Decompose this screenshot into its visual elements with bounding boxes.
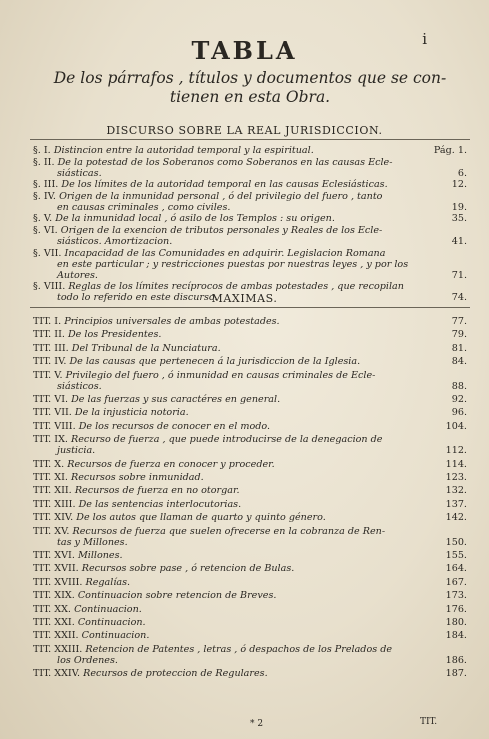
toc-entry-label: §. I. [33, 145, 51, 156]
toc-entry [33, 316, 473, 327]
toc-entry-line [33, 236, 473, 247]
toc-entry [33, 485, 473, 496]
toc-entry [33, 577, 473, 588]
toc-entry [33, 225, 473, 247]
toc-page-number: 186. [445, 654, 467, 666]
toc-page-number: 6. [457, 167, 467, 179]
toc-entry-text: Millones. [77, 550, 123, 561]
toc-entry-line [33, 225, 473, 236]
toc-page-number: 155. [445, 550, 467, 561]
toc-entry-label: TIT. IX. [33, 434, 68, 446]
toc-entry-text: Recursos sobre pase , ó retencion de Bulas. [81, 563, 295, 575]
toc-entry-line [33, 381, 473, 392]
toc-entry-text: todo lo referido en este discurso. [57, 292, 218, 304]
subtitle-line: De los párrafos , títulos y documentos que se con- [53, 69, 447, 87]
toc-page-number: 92. [451, 394, 467, 405]
maximas-heading: MAXIMAS. [211, 292, 278, 305]
toc-entry [33, 191, 473, 213]
toc-entry-label: TIT. XX. [33, 603, 71, 615]
toc-entry-line [33, 537, 473, 548]
toc-page-number: 132. [445, 485, 467, 497]
toc-entry [33, 630, 473, 641]
toc-entry-line [33, 512, 473, 523]
toc-entry-line [33, 563, 473, 574]
toc-entry-line [33, 459, 473, 470]
toc-entry-text: De la inmunidad local , ó asilo de los Templos : su origen. [55, 213, 335, 225]
toc-page-number: 35. [451, 213, 467, 225]
toc-entry-label: TIT. X. [33, 458, 65, 470]
toc-entry [33, 550, 473, 561]
toc-entry-text: en causas criminales , como civiles. [57, 201, 231, 213]
toc-entry-label: §. II. [33, 156, 55, 168]
toc-entry-label: §. V. [33, 213, 53, 225]
discurso-heading: DISCURSO SOBRE LA REAL JURISDICCION. [106, 124, 383, 137]
toc-entry-label: TIT. II. [33, 329, 65, 341]
toc-entry [33, 604, 473, 615]
signature-mark: * 2 [250, 719, 264, 729]
toc-page-number: 137. [445, 498, 467, 510]
toc-entry-label: §. IV. [33, 190, 56, 202]
toc-entry-text: Continuacion. [81, 630, 150, 642]
toc-entry-text: tas y Millones. [57, 536, 128, 548]
toc-entry-text: Recursos de fuerza en conocer y proceder. [67, 458, 275, 470]
toc-entry-text: Retencion de Patentes , letras , ó despachos de los Prelados de [85, 643, 393, 655]
toc-entry-line [33, 394, 473, 405]
toc-entry-line [33, 668, 473, 679]
toc-entry-line [33, 617, 473, 628]
toc-entry-text: De la potestad de los Soberanos como Soberanos en las causas Ecle- [57, 156, 393, 168]
toc-entry-line [33, 191, 473, 202]
toc-entry-line [33, 434, 473, 445]
toc-entry-text: en este particular ; y restricciones puestas por nuestras leyes , y por los [57, 258, 409, 270]
toc-page-number: 173. [445, 590, 467, 602]
toc-entry-text: Recursos de fuerza que suelen ofrecerse en la cobranza de Ren- [72, 525, 386, 537]
toc-entry-line [33, 145, 473, 156]
toc-entry-line [33, 248, 473, 259]
toc-entry-line [33, 259, 473, 270]
toc-entry-line [33, 485, 473, 496]
toc-page-number: 142. [445, 512, 467, 524]
toc-page-number: 180. [445, 617, 467, 628]
toc-entry-line [33, 577, 473, 588]
toc-entry [33, 563, 473, 574]
toc-entry-text: Reglas de los límites recíprocos de ambas potestades , que recopilan [68, 281, 404, 293]
toc-page-number: 81. [451, 342, 467, 354]
toc-entry-label: TIT. XV. [33, 525, 70, 537]
toc-entry-text: justicia. [57, 445, 96, 457]
toc-entry [33, 356, 473, 367]
catchword: TIT. [420, 717, 438, 727]
toc-entry [33, 526, 473, 548]
toc-entry-label: TIT. XI. [33, 472, 68, 483]
toc-entry-text: Origen de la inmunidad personal , ó del privilegio del fuero , tanto [59, 190, 383, 202]
toc-page-number: 84. [451, 356, 467, 368]
page-number: i [422, 30, 427, 48]
toc-page-number: 187. [445, 668, 467, 680]
toc-entry-label: TIT. III. [33, 342, 69, 354]
toc-entry-text: Recursos de proteccion de Regulares. [83, 668, 268, 680]
subtitle-line: tienen en esta Obra. [169, 88, 331, 106]
toc-entry-label: TIT. XXII. [33, 630, 79, 642]
toc-entry-text: siásticos. Amortizacion. [57, 236, 173, 247]
toc-entry [33, 459, 473, 470]
toc-entry-label: TIT. XIII. [33, 498, 76, 510]
toc-page-number: Pág. 1. [433, 145, 467, 156]
toc-entry-text: Recursos sobre inmunidad. [71, 472, 204, 483]
toc-entry-text: Del Tribunal de la Nunciatura. [71, 342, 221, 354]
toc-entry [33, 421, 473, 432]
toc-entry-label: TIT. XIV. [33, 512, 74, 524]
toc-entry [33, 394, 473, 405]
toc-entry-line [33, 644, 473, 655]
toc-entry-label: TIT. VI. [33, 394, 69, 405]
toc-entry-text: De las causas que pertenecen á la jurisdiccion de la Iglesia. [69, 356, 361, 368]
toc-entry-line [33, 157, 473, 168]
toc-entry-line [33, 270, 473, 281]
toc-entry-line [33, 179, 473, 190]
page-title: TABLA [191, 36, 298, 65]
toc-page-number: 71. [451, 269, 467, 281]
toc-entry-label: §. VII. [33, 247, 62, 259]
toc-entry-text: Autores. [57, 269, 98, 281]
toc-entry-label: TIT. XXIII. [33, 643, 83, 655]
toc-page-number: 96. [451, 407, 467, 419]
toc-entry-text: De la injusticia notoria. [74, 407, 189, 419]
toc-entry-line [33, 407, 473, 418]
toc-page-number: 41. [451, 236, 467, 247]
toc-entry [33, 499, 473, 510]
toc-entry [33, 145, 473, 156]
toc-entry-line [33, 472, 473, 483]
toc-entry-text: los Ordenes. [57, 654, 118, 666]
toc-entry-text: De los límites de la autoridad temporal en las causas Eclesiásticas. [61, 179, 388, 191]
toc-entry-label: §. III. [33, 179, 59, 191]
toc-entry [33, 434, 473, 456]
toc-entry-text: Recurso de fuerza , que puede introducirse de la denegacion de [71, 434, 383, 446]
toc-entry [33, 248, 473, 281]
toc-page-number: 77. [451, 316, 467, 327]
toc-page-number: 74. [451, 292, 467, 304]
toc-entry-line [33, 630, 473, 641]
toc-entry-line [33, 343, 473, 354]
toc-entry-label: TIT. XXIV. [33, 668, 81, 680]
toc-entry-text: Distincion entre la autoridad temporal y la espiritual. [53, 145, 314, 156]
toc-page-number: 123. [445, 472, 467, 483]
toc-entry-line [33, 213, 473, 224]
toc-entry [33, 512, 473, 523]
toc-entry-line [33, 329, 473, 340]
toc-entry-text: Origen de la exencion de tributos personales y Reales de los Ecle- [60, 225, 383, 236]
toc-page-number: 164. [445, 563, 467, 575]
toc-entry-line [33, 526, 473, 537]
toc-entry [33, 644, 473, 666]
toc-entry-label: §. VIII. [33, 281, 66, 293]
toc-entry-line [33, 168, 473, 179]
heading-rule [30, 307, 470, 308]
toc-entry-text: Privilegio del fuero , ó inmunidad en causas criminales de Ecle- [65, 369, 376, 381]
toc-entry-line [33, 550, 473, 561]
toc-entry [33, 343, 473, 354]
toc-entry-line [33, 604, 473, 615]
toc-entry [33, 213, 473, 224]
toc-entry-text: Continuacion sobre retencion de Breves. [77, 590, 277, 602]
toc-entry [33, 590, 473, 601]
toc-entry-line [33, 421, 473, 432]
toc-page-number: 12. [451, 179, 467, 191]
toc-page-number: 88. [451, 380, 467, 392]
toc-entry-text: Principios universales de ambas potestades. [64, 316, 280, 327]
toc-entry-line [33, 202, 473, 213]
toc-entry-line [33, 356, 473, 367]
toc-entry-line [33, 281, 473, 292]
toc-entry [33, 370, 473, 392]
toc-entry-label: TIT. VII. [33, 407, 72, 419]
toc-entry-text: De las sentencias interlocutorias. [78, 498, 242, 510]
toc-entry-label: TIT. V. [33, 369, 63, 381]
toc-page-number: 176. [445, 603, 467, 615]
toc-entry-text: siásticas. [57, 167, 102, 179]
toc-entry-text: De los recursos de conocer en el modo. [78, 420, 271, 432]
toc-entry [33, 179, 473, 190]
toc-entry-label: TIT. IV. [33, 356, 67, 368]
toc-page-number: 19. [451, 201, 467, 213]
toc-entry-text: Continuacion. [74, 603, 142, 615]
toc-entry-line [33, 655, 473, 666]
toc-entry-label: §. VI. [33, 225, 58, 236]
toc-page-number: 184. [445, 630, 467, 642]
toc-page-number: 79. [451, 329, 467, 341]
toc-entry-line [33, 316, 473, 327]
toc-entry-label: TIT. XVII. [33, 563, 79, 575]
toc-entry-label: TIT. XVIII. [33, 576, 83, 588]
toc-entry-label: TIT. I. [33, 316, 62, 327]
toc-entry [33, 617, 473, 628]
toc-entry-label: TIT. VIII. [33, 420, 76, 432]
toc-entry [33, 668, 473, 679]
toc-entry-text: De las fuerzas y sus caractéres en general. [71, 394, 281, 405]
toc-entry [33, 472, 473, 483]
heading-rule [30, 139, 470, 140]
toc-entry-text: De los autos que llaman de quarto y quinto género. [76, 512, 326, 524]
toc-entry-label: TIT. XVI. [33, 550, 75, 561]
toc-entry-text: siásticos. [57, 380, 102, 392]
toc-page-number: 167. [445, 576, 467, 588]
toc-entry-line [33, 445, 473, 456]
toc-entry-label: TIT. XXI. [33, 617, 75, 628]
toc-entry-line [33, 370, 473, 381]
toc-page-number: 112. [445, 445, 467, 457]
toc-entry-line [33, 590, 473, 601]
toc-entry-label: TIT. XII. [33, 485, 72, 497]
toc-entry [33, 407, 473, 418]
toc-entry-text: Continuacion. [77, 617, 146, 628]
toc-page-number: 114. [445, 458, 467, 470]
toc-entry-label: TIT. XIX. [33, 590, 75, 602]
toc-page-number: 104. [445, 420, 467, 432]
toc-entry [33, 329, 473, 340]
toc-page-number: 150. [445, 536, 467, 548]
toc-entry-text: Incapacidad de las Comunidades en adquirir. Legislacion Romana [64, 247, 386, 259]
toc-entry [33, 157, 473, 179]
toc-entry-line [33, 499, 473, 510]
page-subtitle [50, 69, 450, 107]
toc-entry-text: Recursos de fuerza en no otorgar. [74, 485, 240, 497]
toc-entry-text: De los Presidentes. [67, 329, 162, 341]
toc-entry-text: Regalías. [85, 576, 131, 588]
